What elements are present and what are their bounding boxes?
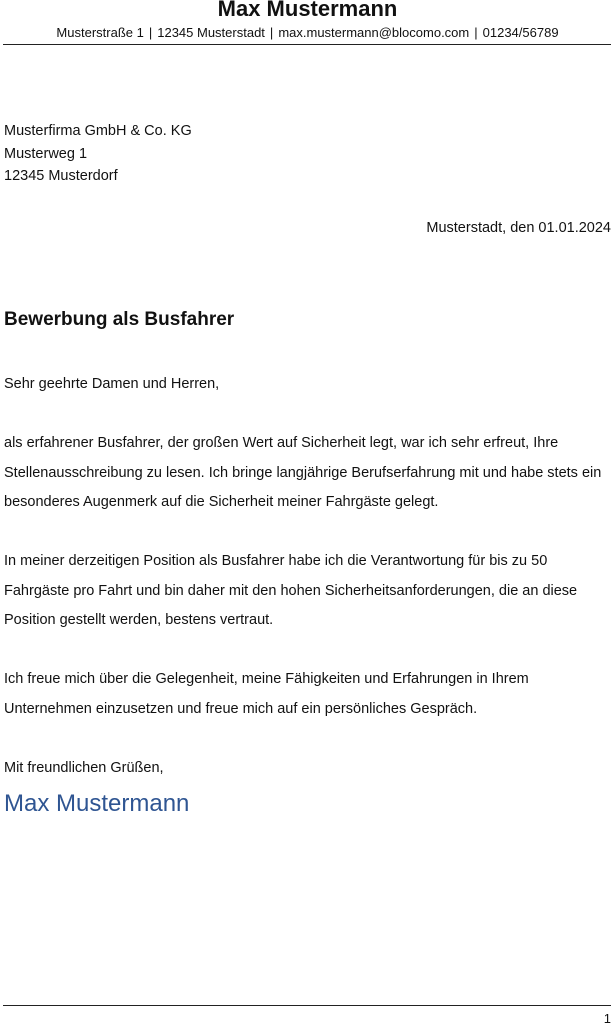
sender-city: 12345 Musterstadt [157, 25, 265, 40]
recipient-address [4, 120, 192, 188]
separator: | [474, 25, 478, 40]
sender-phone: 01234/56789 [482, 25, 559, 40]
footer-divider [3, 1005, 611, 1006]
sender-email: max.mustermann@blocomo.com [278, 25, 470, 40]
salutation: Sehr geehrte Damen und Herren, [4, 376, 220, 392]
separator: | [148, 25, 153, 40]
recipient-company: Musterfirma GmbH & Co. KG [4, 123, 192, 139]
recipient-city: 12345 Musterdorf [4, 168, 118, 184]
signature: Max Mustermann [4, 790, 190, 817]
body-paragraph: Ich freue mich über die Gelegenheit, meine Fähigkeiten und Erfahrungen in Ihrem Unternehmen einzusetzen und freue mich auf ein persönliches Gespräch. [4, 671, 529, 717]
sender-street: Musterstraße 1 [56, 25, 144, 40]
subject-line: Bewerbung als Busfahrer [4, 309, 235, 330]
date-line: Musterstadt, den 01.01.2024 [426, 220, 611, 236]
sender-contact-line [0, 24, 615, 41]
header-divider [3, 44, 611, 45]
recipient-street: Musterweg 1 [4, 145, 88, 162]
separator: | [269, 25, 274, 40]
sender-name: Max Mustermann [217, 0, 398, 21]
page-number: 1 [603, 1011, 611, 1026]
closing-line: Mit freundlichen Grüßen, [4, 760, 164, 776]
body-paragraph: In meiner derzeitigen Position als Busfahrer habe ich die Verantwortung für bis zu 50 Fahrgäste pro Fahrt und bin daher mit den hohen Sicherheitsanforderungen, die an diese Position gestellt werden, bestens vertraut. [4, 553, 578, 628]
body-paragraph: als erfahrener Busfahrer, der großen Wert auf Sicherheit legt, war ich sehr erfreut, Ihre Stellenausschreibung zu lesen. Ich bringe langjährige Berufserfahrung mit und habe stets ein besonderes Augenmerk auf die Sicherheit meiner Fahrgäste gelegt. [4, 435, 602, 510]
